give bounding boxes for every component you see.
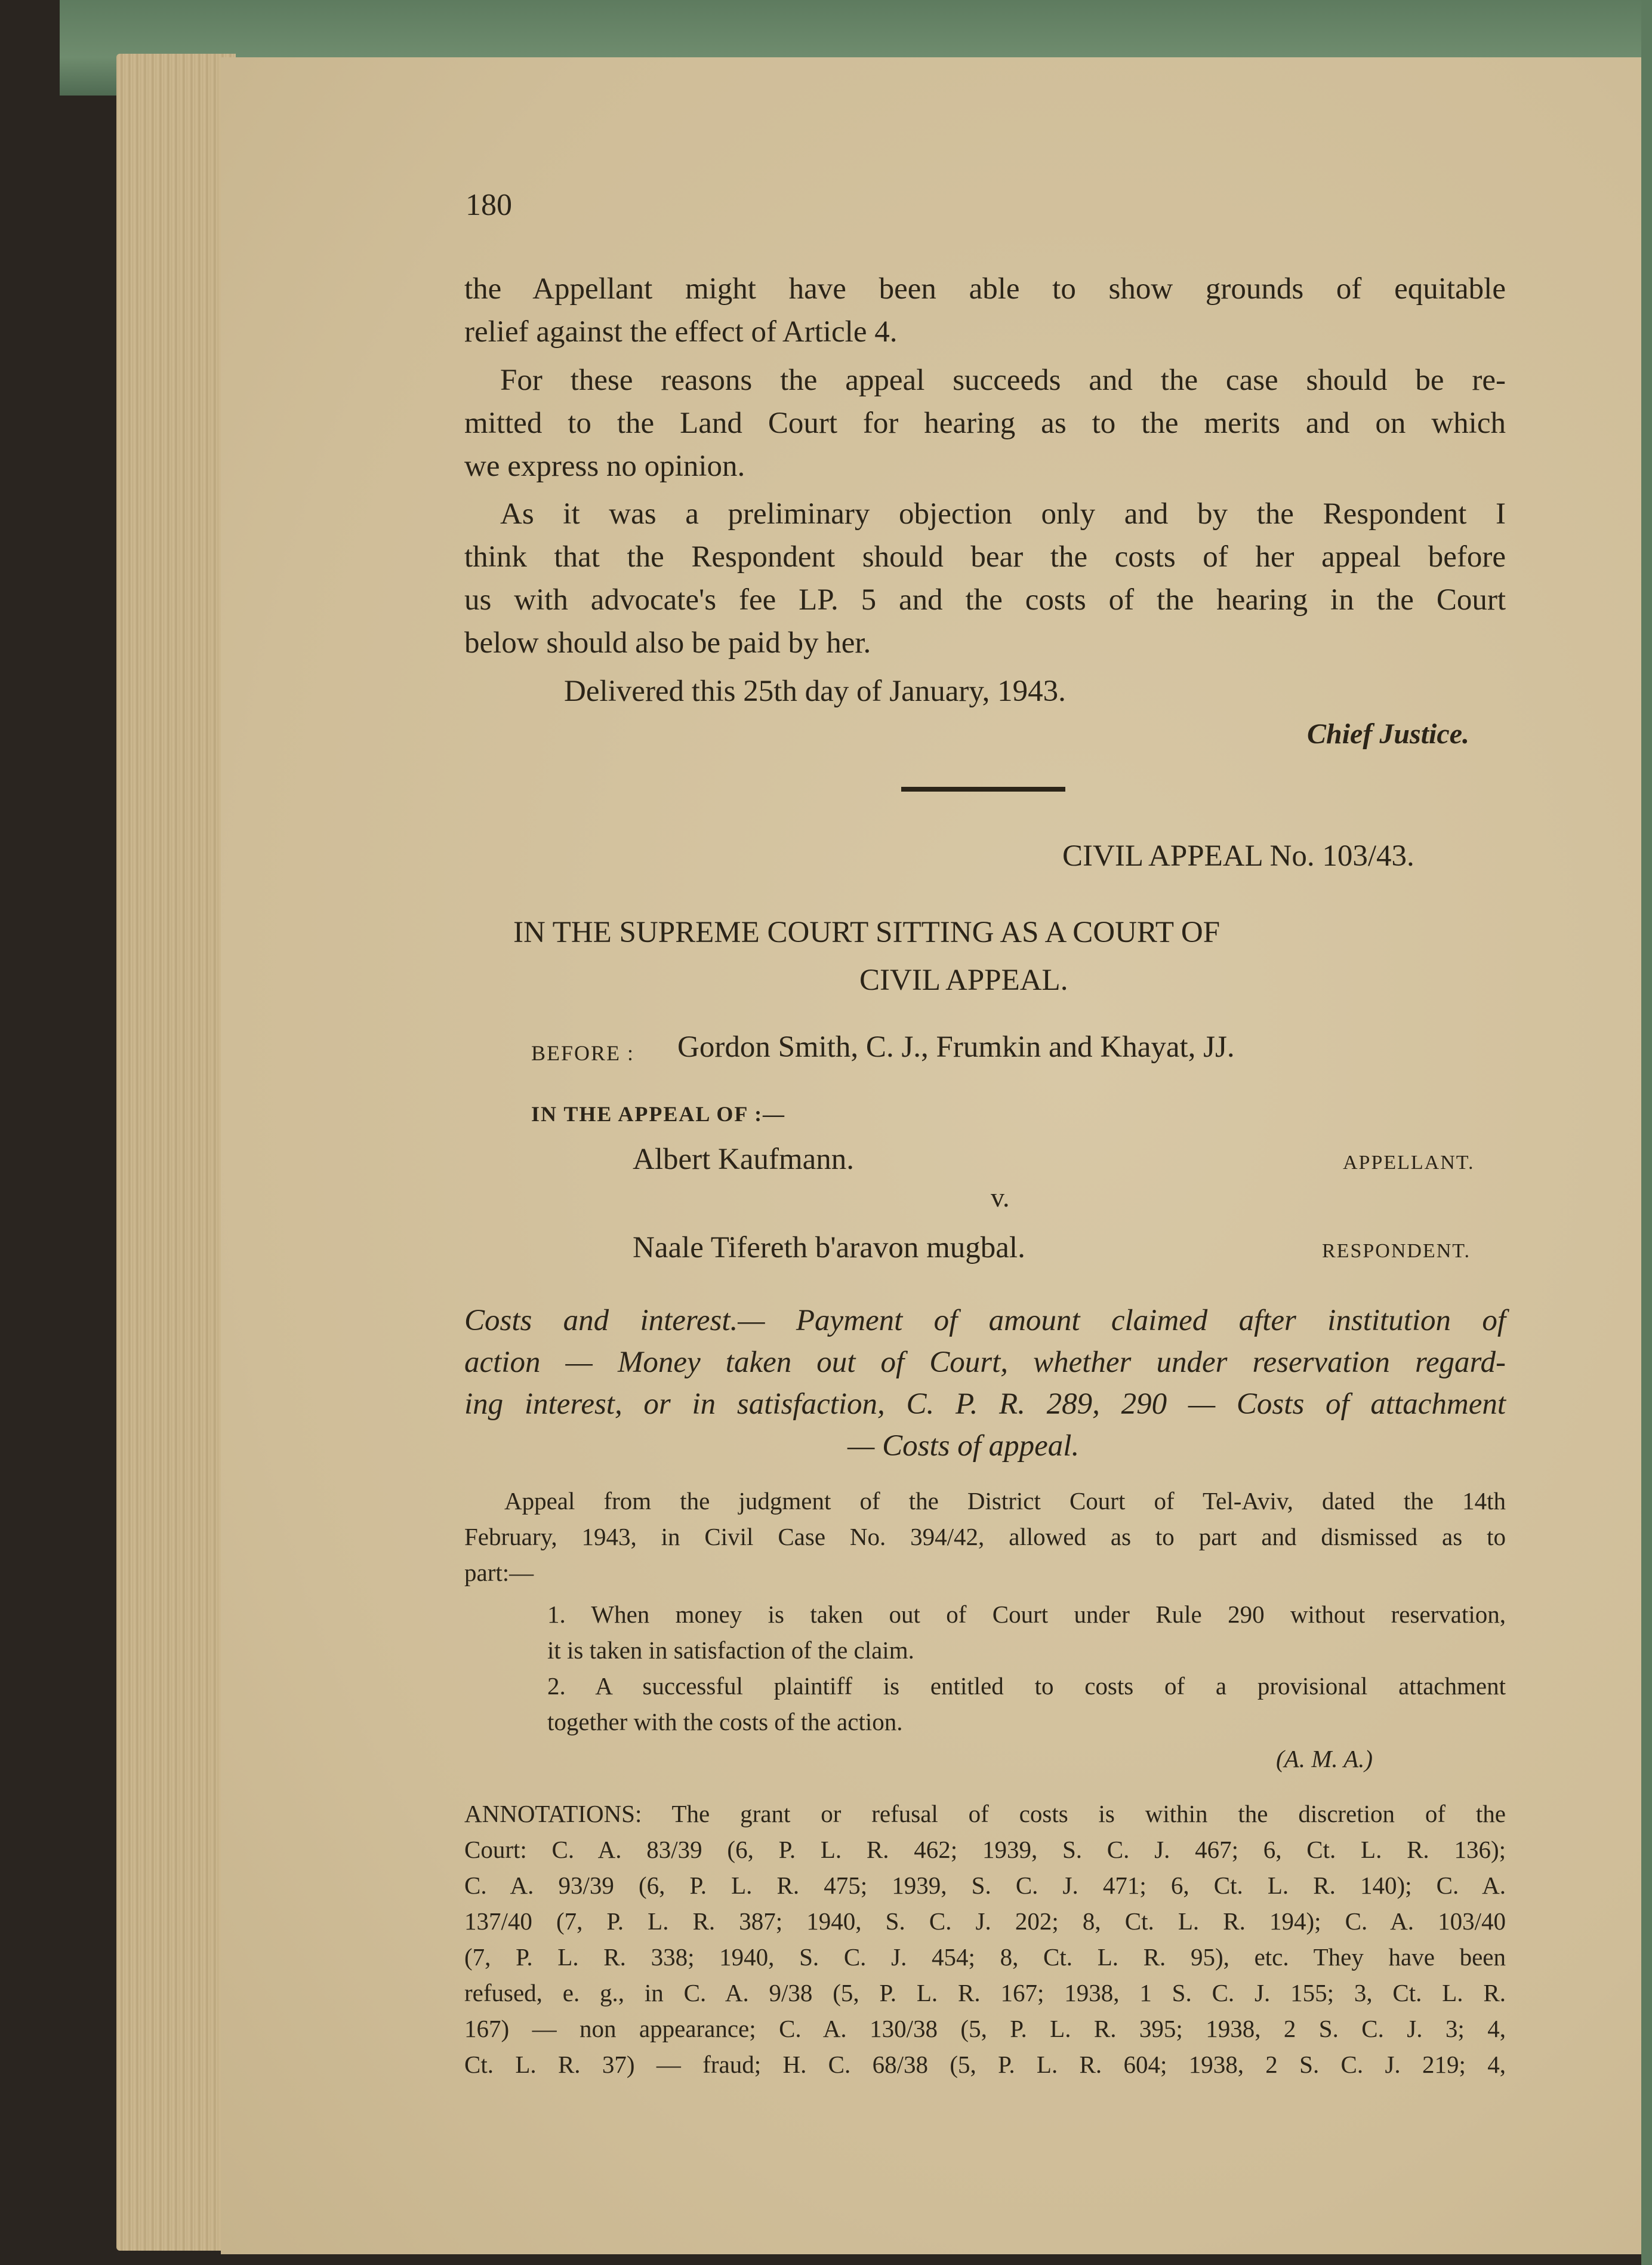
text-line: it is taken in satisfaction of the claim. [547, 1636, 914, 1664]
annotation-line: Court: C. A. 83/39 (6, P. L. R. 462; 1939, S. C. J. 467; 6, Ct. L. R. 136); [464, 1836, 1506, 1863]
book-page [221, 57, 1641, 2254]
case-number: CIVIL APPEAL No. 103/43. [1062, 839, 1414, 873]
text-line: think that the Respondent should bear the costs of her appeal before [464, 540, 1506, 574]
respondent-name: Naale Tifereth b'aravon mugbal. [633, 1231, 1025, 1264]
annotation-line: Ct. L. R. 37) — fraud; H. C. 68/38 (5, P. L. R. 604; 1938, 2 S. C. J. 219; 4, [464, 2051, 1506, 2078]
annotation-line: refused, e. g., in C. A. 9/38 (5, P. L. R. 167; 1938, 1 S. C. J. 155; 3, Ct. L. R. [464, 1979, 1506, 2007]
text-line: we express no opinion. [464, 450, 745, 483]
text-line: mitted to the Land Court for hearing as to the merits and on which [464, 407, 1506, 440]
annotation-line: ANNOTATIONS: The grant or refusal of costs is within the discretion of the [464, 1800, 1506, 1827]
text-line: below should also be paid by her. [464, 626, 871, 660]
text-line: part:— [464, 1559, 534, 1586]
text-line: February, 1943, in Civil Case No. 394/42, allowed as to part and dismissed as to [464, 1523, 1506, 1550]
text-line: Appeal from the judgment of the District Court of Tel-Aviv, dated the 14th [504, 1487, 1506, 1515]
before-label: BEFORE : [531, 1041, 635, 1065]
headnote-line: — Costs of appeal. [847, 1429, 1080, 1463]
text-line: together with the costs of the action. [547, 1708, 903, 1735]
initials: (A. M. A.) [1276, 1745, 1373, 1772]
annotation-line: (7, P. L. R. 338; 1940, S. C. J. 454; 8, Ct. L. R. 95), etc. They have been [464, 1943, 1506, 1971]
before-judges: Gordon Smith, C. J., Frumkin and Khayat, JJ. [677, 1030, 1235, 1064]
headnote-line: ing interest, or in satisfaction, C. P. R. 289, 290 — Costs of attachment [464, 1387, 1506, 1421]
section-divider [901, 787, 1065, 792]
text-line: the Appellant might have been able to show grounds of equitable [464, 272, 1506, 306]
headnote-line: Costs and interest.— Payment of amount claimed after institution of [464, 1304, 1506, 1337]
text-line: us with advocate's fee LP. 5 and the costs of the hearing in the Court [464, 583, 1506, 617]
text-line: For these reasons the appeal succeeds and the case should be re- [500, 364, 1506, 397]
page-edges [116, 54, 236, 2251]
page-number: 180 [466, 188, 512, 222]
court-heading-line-2: CIVIL APPEAL. [859, 964, 1068, 997]
signature: Chief Justice. [1307, 718, 1469, 750]
appellant-name: Albert Kaufmann. [633, 1143, 855, 1176]
book-cover-edge [1641, 0, 1652, 2265]
annotation-line: 167) — non appearance; C. A. 130/38 (5, P. L. R. 395; 1938, 2 S. C. J. 3; 4, [464, 2015, 1506, 2042]
text-line: relief against the effect of Article 4. [464, 315, 898, 349]
respondent-label: RESPONDENT. [1322, 1240, 1471, 1262]
headnote-line: action — Money taken out of Court, whether under reservation regard- [464, 1346, 1506, 1379]
court-heading-line-1: IN THE SUPREME COURT SITTING AS A COURT OF [513, 916, 1220, 949]
annotation-line: C. A. 93/39 (6, P. L. R. 475; 1939, S. C. J. 471; 6, Ct. L. R. 140); C. A. [464, 1872, 1506, 1899]
in-the-appeal-of: IN THE APPEAL OF :— [531, 1102, 786, 1126]
delivered-date: Delivered this 25th day of January, 1943. [564, 675, 1066, 708]
text-line: 2. A successful plaintiff is entitled to costs of a provisional attachment [547, 1672, 1506, 1700]
text-line: 1. When money is taken out of Court under Rule 290 without reservation, [547, 1601, 1506, 1628]
versus: v. [991, 1182, 1010, 1212]
text-line: As it was a preliminary objection only and by the Respondent I [500, 497, 1506, 531]
appellant-label: APPELLANT. [1343, 1152, 1475, 1174]
annotation-line: 137/40 (7, P. L. R. 387; 1940, S. C. J. 202; 8, Ct. L. R. 194); C. A. 103/40 [464, 1907, 1506, 1935]
